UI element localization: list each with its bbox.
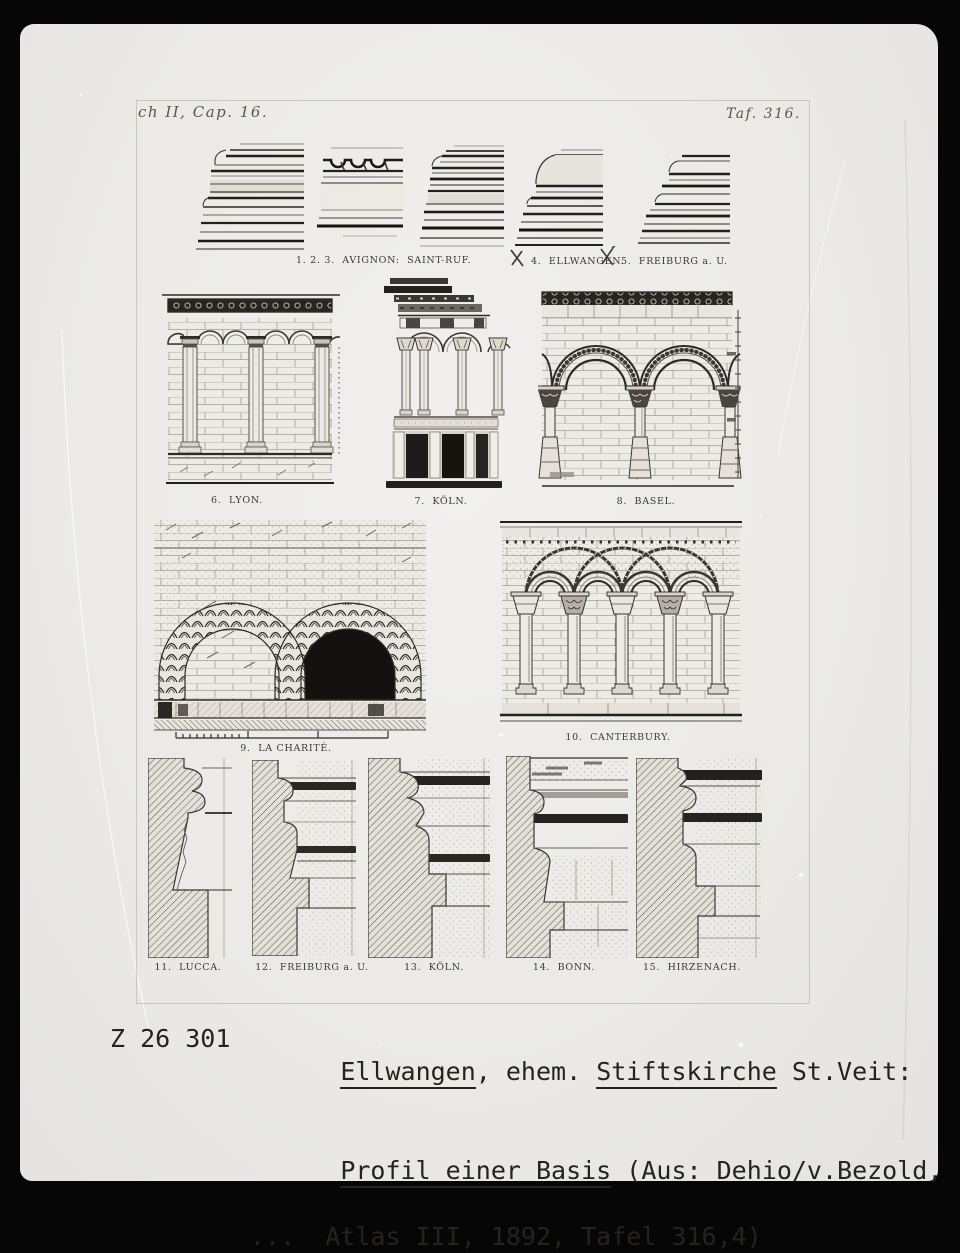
- caption-line-3: ... Atlas III, 1892, Tafel 316,4): [250, 1222, 762, 1251]
- figure-canterbury-arcade: [498, 518, 744, 728]
- figure-avignon-profile-3: [420, 142, 506, 252]
- figure-la-charite-portal: [152, 518, 430, 744]
- label-basel: 8. BASEL.: [616, 496, 676, 507]
- label-lucca: 11. LUCCA.: [154, 962, 222, 973]
- dust-specks: [80, 94, 82, 96]
- label-hirzenach: 15. HIRZENACH.: [642, 962, 742, 973]
- figure-ellwangen-profile: [515, 146, 607, 250]
- plate-header-left: ch II, Cap. 16.: [138, 103, 269, 121]
- typed-catalog-caption: [110, 1022, 942, 1253]
- figure-koeln-base-profile: [368, 758, 492, 958]
- figure-avignon-profile-2: [317, 146, 407, 250]
- pencil-x-mark: [508, 248, 526, 268]
- caption-profil-einer-basis: Profil einer Basis: [340, 1156, 611, 1188]
- caption-ellwangen: Ellwangen: [340, 1057, 475, 1089]
- caption-line-1: Z 26 301 Ellwangen, ehem. Stiftskirche St.Veit:: [110, 1022, 942, 1121]
- caption-line-2: Profil einer Basis (Aus: Dehio/v.Bezold,: [110, 1121, 942, 1220]
- catalog-number: Z 26 301: [110, 1024, 231, 1053]
- label-canterbury: 10. CANTERBURY.: [565, 732, 671, 743]
- figure-basel-arcade: [538, 288, 744, 494]
- figure-freiburg-profile: [620, 150, 732, 246]
- label-avignon: 1. 2. 3. AVIGNON: SAINT-RUF.: [296, 255, 472, 266]
- label-freiburg-5: 5. FREIBURG a. U.: [621, 256, 728, 267]
- label-la-charite: 9. LA CHARITÉ.: [240, 743, 332, 754]
- label-ellwangen: 4. ELLWANGEN.: [531, 256, 625, 267]
- label-lyon: 6. LYON.: [211, 495, 263, 506]
- label-bonn: 14. BONN.: [532, 962, 596, 973]
- figure-hirzenach-base-profile: [636, 758, 762, 958]
- figure-koeln-gallery: [378, 276, 514, 492]
- caption-stiftskirche: Stiftskirche: [596, 1057, 777, 1089]
- label-freiburg-12: 12. FREIBURG a. U.: [255, 962, 369, 973]
- figure-freiburg-base-profile: [252, 760, 358, 956]
- figure-bonn-base-profile: [506, 756, 628, 958]
- figure-lucca-profile: [148, 758, 234, 958]
- figure-lyon-arcade: [160, 292, 344, 488]
- figure-avignon-profile-1: [196, 140, 306, 252]
- label-koeln-13: 13. KÖLN.: [404, 962, 464, 973]
- label-koeln-7: 7. KÖLN.: [414, 496, 468, 507]
- plate-header-right: Taf. 316.: [726, 106, 801, 122]
